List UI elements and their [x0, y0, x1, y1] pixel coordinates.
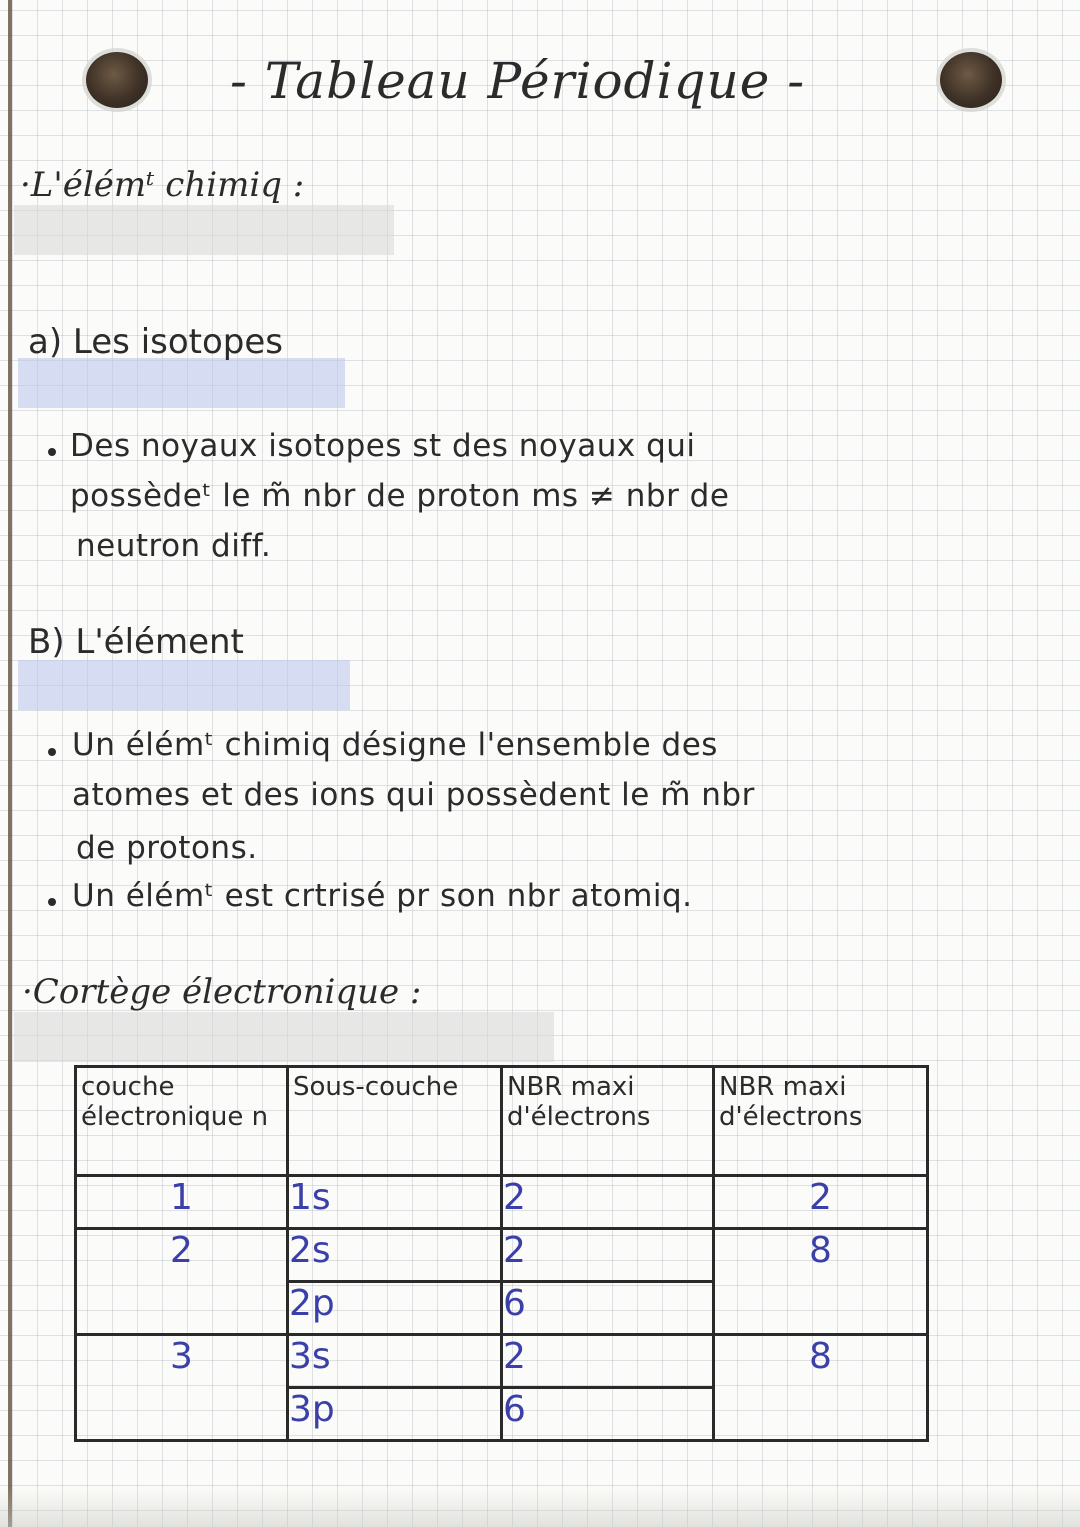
table-cell-sous-couche: 2s [288, 1229, 502, 1282]
table-cell-sous-couche: 2p [288, 1282, 502, 1335]
bullet-icon [48, 898, 56, 906]
section-heading-element: ·L'élémᵗ chimiq : [20, 165, 305, 205]
margin-line [8, 0, 12, 1527]
text-line: Un élémᵗ chimiq désigne l'ensemble des [72, 727, 718, 763]
text-line: Un élémᵗ est crtrisé pr son nbr atomiq. [72, 878, 693, 914]
table-cell-sous-couche: 3p [288, 1388, 502, 1441]
text-line: neutron diff. [76, 528, 272, 564]
table-row [76, 1335, 928, 1388]
bullet-icon [48, 748, 56, 756]
column-header: Sous-couche [288, 1067, 502, 1176]
page-title: - Tableau Périodique - [230, 52, 806, 110]
table-row [76, 1176, 928, 1229]
column-header: couche électronique n [76, 1067, 288, 1176]
column-header: NBR maxi d'électrons [714, 1067, 928, 1176]
table-cell-sous-couche: 3s [288, 1335, 502, 1388]
page-bottom-shadow [0, 1487, 1080, 1527]
table-cell-total: 8 [714, 1229, 928, 1335]
table-cell-max: 2 [502, 1335, 714, 1388]
text-line: Des noyaux isotopes st des noyaux qui [70, 428, 696, 464]
text-line: de protons. [76, 830, 258, 866]
table-cell-max: 6 [502, 1388, 714, 1441]
bullet-icon [48, 448, 56, 456]
section-heading-element-b: B) L'élément [28, 622, 244, 662]
column-header: NBR maxi d'électrons [502, 1067, 714, 1176]
binder-hole-left [86, 52, 148, 108]
section-heading-isotopes: a) Les isotopes [28, 322, 283, 362]
table-cell-total: 2 [714, 1176, 928, 1229]
heading-highlight-grey [14, 1012, 554, 1062]
electron-table [74, 1065, 929, 1442]
table-cell-sous-couche: 1s [288, 1176, 502, 1229]
section-heading-cortege: ·Cortège électronique : [22, 972, 422, 1012]
text-line: possèdeᵗ le m̃ nbr de proton ms ≠ nbr de [70, 478, 730, 514]
table-cell-max: 2 [502, 1176, 714, 1229]
heading-highlight-grey [14, 205, 394, 255]
table-cell-couche: 3 [76, 1335, 288, 1441]
heading-highlight-blue [18, 358, 345, 408]
table-row [76, 1229, 928, 1282]
table-cell-max: 2 [502, 1229, 714, 1282]
table-cell-total: 8 [714, 1335, 928, 1441]
table-cell-couche: 1 [76, 1176, 288, 1229]
table-cell-couche: 2 [76, 1229, 288, 1335]
table-cell-max: 6 [502, 1282, 714, 1335]
table-header-row [76, 1067, 928, 1176]
heading-highlight-blue [18, 660, 350, 710]
text-line: atomes et des ions qui possèdent le m̃ nbr [72, 777, 755, 813]
